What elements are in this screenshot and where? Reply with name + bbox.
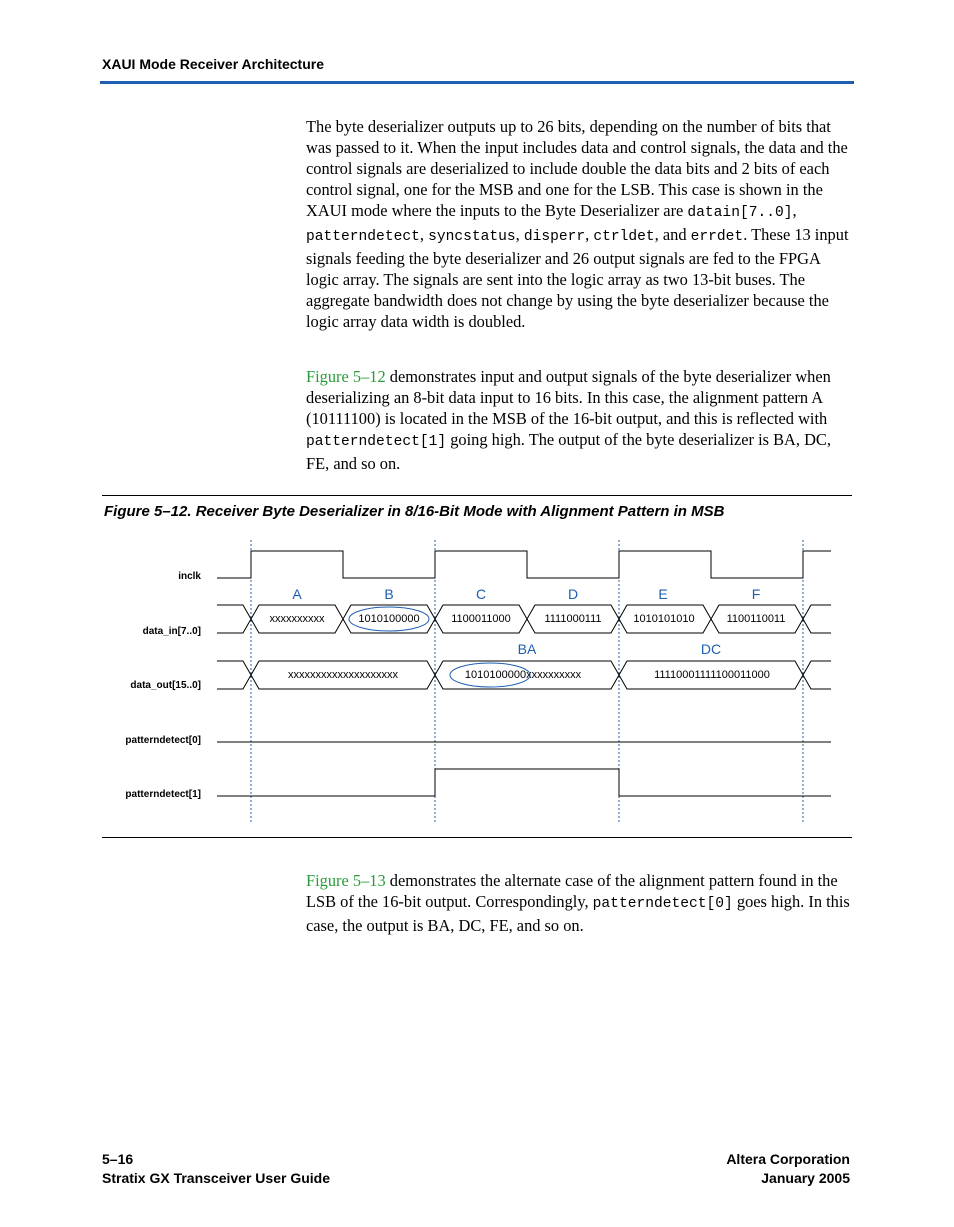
output-letter-dc: DC (700, 641, 722, 657)
output-value: xxxxxxxxxxxxxxxxxxxx (288, 669, 398, 681)
input-value: 1100110011 (726, 613, 786, 625)
input-letter-f: F (751, 586, 761, 602)
input-letter-e: E (658, 586, 668, 602)
figure-5-12-link[interactable]: Figure 5–12 (306, 367, 386, 386)
signal-label-data-in: data_in[7..0] (142, 626, 201, 637)
input-value: 1010101010 (633, 613, 695, 625)
code-signal: patterndetect (306, 229, 420, 245)
paragraph-text: demonstrates input and output signals of the byte deserializer when deserializing an 8-bit data input to 16 bits. In this case, the alignment pattern A (10111100) is located in the MSB of the 16-bit output, and this is reflected with (306, 367, 831, 428)
code-signal: ctrldet (593, 229, 655, 245)
paragraph-text: , and (654, 225, 691, 244)
input-letter-a: A (292, 586, 302, 602)
input-value: 1111000111 (544, 613, 602, 625)
company-name: Altera Corporation (726, 1151, 850, 1167)
input-letter-b: B (384, 586, 394, 602)
guide-title: Stratix GX Transceiver User Guide (102, 1170, 330, 1186)
inclk-waveform (217, 551, 831, 578)
patterndetect-1-waveform (217, 769, 831, 796)
input-value: 1100011000 (451, 613, 511, 625)
paragraph-text: demonstrates the alternate case of the alignment pattern found in the LSB of the 16-bit output. Correspondingly, (306, 871, 838, 911)
body-paragraph-3 (306, 870, 852, 936)
input-value: 1010100000 (358, 613, 420, 625)
running-header-title: XAUI Mode Receiver Architecture (102, 56, 324, 72)
output-value: 1010100000xxxxxxxxxx (464, 669, 582, 681)
figure-caption: Figure 5–12. Receiver Byte Deserializer in 8/16-Bit Mode with Alignment Pattern in MSB (104, 503, 725, 520)
paragraph-text: The byte deserializer outputs up to 26 bits, depending on the number of bits that was passed to it. When the input includes data and control signals, the data and the control signals are deserialized to include double the data bits and 2 bits of each control signal, one for the MSB and one for the LSB. This case is shown in the XAUI mode where the inputs to the Byte Deserializer are (306, 117, 848, 220)
body-paragraph-2 (306, 366, 852, 474)
header-rule (100, 81, 854, 84)
timing-diagram (0, 530, 954, 835)
output-letter-ba: BA (517, 641, 537, 657)
paragraph-text: goes high. In this case, the output is BA, DC, FE, and so on. (306, 892, 850, 935)
page-number: 5–16 (102, 1151, 134, 1167)
footer-right (726, 1150, 850, 1188)
paragraph-text: , (792, 201, 797, 220)
code-signal: patterndetect[0] (592, 896, 733, 912)
code-signal: datain[7..0] (687, 205, 793, 221)
input-letter-d: D (567, 586, 579, 602)
code-signal: patterndetect[1] (306, 434, 447, 450)
input-letter-c: C (475, 586, 487, 602)
paragraph-text: , (585, 225, 594, 244)
code-signal: syncstatus (428, 229, 516, 245)
paragraph-text: , (515, 225, 524, 244)
signal-label-patterndetect-0: patterndetect[0] (125, 735, 201, 746)
footer-left (102, 1150, 330, 1188)
code-signal: disperr (523, 229, 586, 245)
paragraph-text: . These 13 input signals feeding the byte deserializer and 26 output signals are fed to the FPGA logic array. The signals are sent into the logic array as two 13-bit buses. The aggregate bandwidth does not change by using the byte deserializer because the logic array data width is doubled. (306, 225, 849, 331)
figure-5-13-link[interactable]: Figure 5–13 (306, 871, 386, 890)
body-paragraph-1 (306, 116, 852, 332)
input-value: xxxxxxxxxx (269, 613, 325, 625)
figure-bottom-rule (102, 837, 852, 838)
paragraph-text: , (419, 225, 429, 244)
code-signal: errdet (690, 229, 744, 245)
signal-label-inclk: inclk (178, 571, 201, 582)
paragraph-text: going high. The output of the byte deserializer is BA, DC, FE, and so on. (306, 430, 831, 473)
publication-date: January 2005 (761, 1170, 850, 1186)
output-value: 11110001111100011000 (654, 669, 770, 681)
signal-label-data-out: data_out[15..0] (130, 680, 201, 691)
signal-label-patterndetect-1: patterndetect[1] (125, 789, 201, 800)
figure-top-rule (102, 495, 852, 496)
